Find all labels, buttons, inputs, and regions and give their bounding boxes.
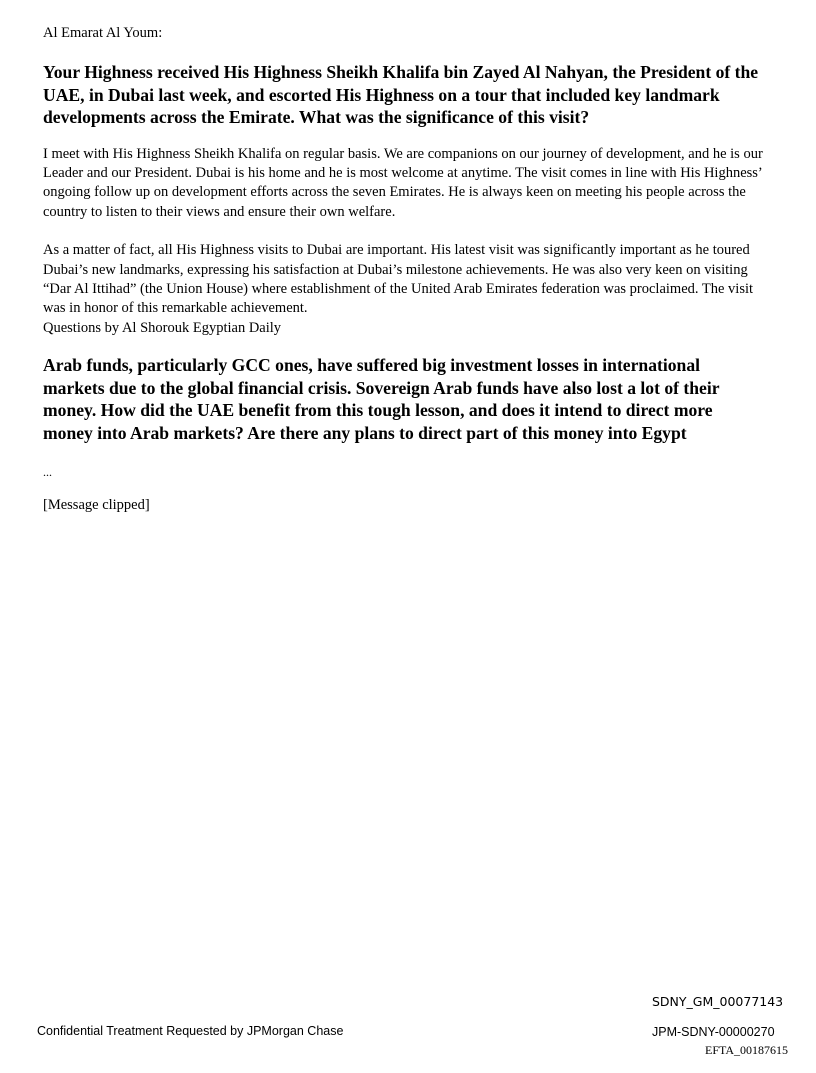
confidential-notice: Confidential Treatment Requested by JPMorgan Chase xyxy=(37,1024,344,1038)
answer-1-paragraph-1: I meet with His Highness Sheikh Khalifa on regular basis. We are companions on our journey of development, and he is our Leader and our President. Dubai is his home and he is most welcome at anytime. The visit comes in line with His Highness’ ongoing follow up on development efforts across the seven Emirates. He is always keen on meeting his people across the country to listen to their views and ensure their own welfare. xyxy=(43,145,763,220)
question-2: Arab funds, particularly GCC ones, have suffered big investment losses in international markets due to the global financial crisis. Sovereign Arab funds have also lost a lot of their money. How did the UAE benefit from this tough lesson, and does it intend to direct more money into Arab markets? Are there any plans to direct part of this money into Egypt xyxy=(43,355,720,443)
question-1: Your Highness received His Highness Sheikh Khalifa bin Zayed Al Nahyan, the President of the UAE, in Dubai last week, and escorted His Highness on a tour that included key landmark developments across the Emirate. What was the significance of this visit? xyxy=(43,62,759,127)
attribution-line: Questions by Al Shorouk Egyptian Daily xyxy=(43,319,282,336)
source-line: Al Emarat Al Youm: xyxy=(43,25,163,41)
document-body xyxy=(43,24,763,515)
answer-1-paragraph-2: As a matter of fact, all His Highness visits to Dubai are important. His latest visit was significantly important as he toured Dubai’s new landmarks, expressing his satisfaction at Dubai’s milestone achievements. He was also very keen on visiting “Dar Al Ittihad” (the Union House) where establishment of the United Arab Emirates federation was proclaimed. The visit was in honor of this remarkable achievement. xyxy=(43,242,754,317)
ellipsis: ... xyxy=(43,465,52,480)
bates-stamp-efta: EFTA_00187615 xyxy=(705,1043,789,1057)
bates-stamp-sdny: SDNY_GM_00077143 xyxy=(652,994,784,1009)
bates-stamp-jpm: JPM-SDNY-00000270 xyxy=(652,1025,775,1039)
message-clipped-notice: [Message clipped] xyxy=(43,497,150,514)
